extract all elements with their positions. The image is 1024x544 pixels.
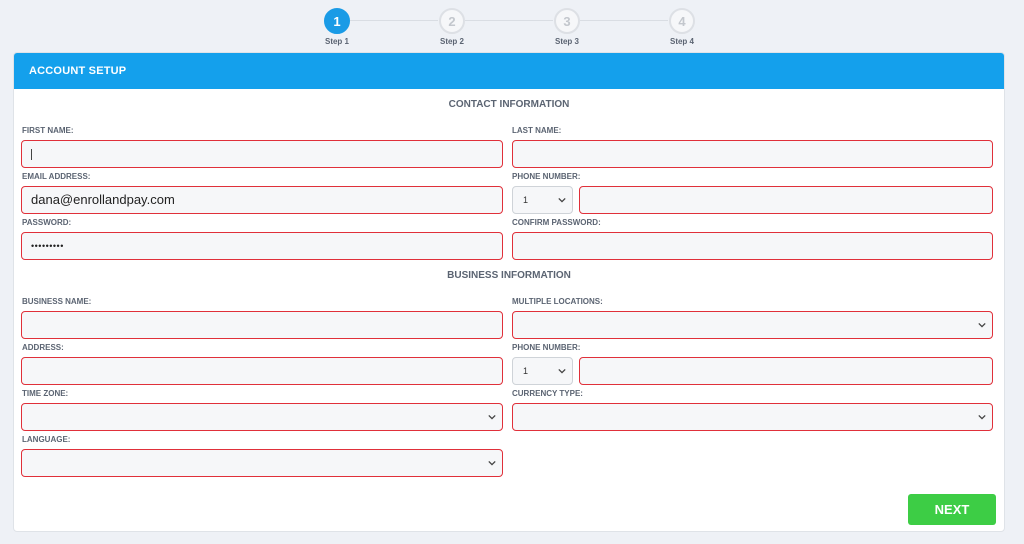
- phone-input[interactable]: [579, 186, 993, 214]
- step-2[interactable]: [422, 8, 482, 46]
- last-name-input[interactable]: [512, 140, 993, 168]
- first-name-input[interactable]: [21, 140, 503, 168]
- step-4[interactable]: [652, 8, 712, 46]
- address-input[interactable]: [21, 357, 503, 385]
- business-section-title: BUSINESS INFORMATION: [447, 270, 571, 281]
- email-value: dana@enrollandpay.com: [31, 192, 175, 207]
- step-number: 2: [439, 8, 465, 34]
- currency-type-label: CURRENCY TYPE:: [512, 389, 583, 398]
- language-label: LANGUAGE:: [22, 435, 71, 444]
- chevron-down-icon: [978, 413, 986, 421]
- time-zone-label: TIME ZONE:: [22, 389, 69, 398]
- country-code-value: 1: [523, 195, 529, 205]
- business-country-code-select[interactable]: [512, 357, 573, 385]
- contact-section-title: CONTACT INFORMATION: [448, 99, 570, 110]
- password-value: •••••••••: [31, 241, 64, 251]
- step-1[interactable]: [307, 8, 367, 46]
- email-input[interactable]: [21, 186, 503, 214]
- step-label: Step 4: [669, 37, 694, 46]
- currency-type-select[interactable]: [512, 403, 993, 431]
- chevron-down-icon: [488, 413, 496, 421]
- step-3[interactable]: [537, 8, 597, 46]
- progress-stepper: [0, 0, 1024, 52]
- confirm-password-input[interactable]: [512, 232, 993, 260]
- first-name-label: FIRST NAME:: [22, 126, 74, 135]
- multiple-locations-label: MULTIPLE LOCATIONS:: [512, 297, 603, 306]
- step-number: 3: [554, 8, 580, 34]
- address-label: ADDRESS:: [22, 343, 64, 352]
- business-phone-label: PHONE NUMBER:: [512, 343, 581, 352]
- country-code-select[interactable]: [512, 186, 573, 214]
- step-label: Step 2: [439, 37, 464, 46]
- business-phone-input[interactable]: [579, 357, 993, 385]
- step-label: Step 1: [324, 37, 349, 46]
- last-name-label: LAST NAME:: [512, 126, 562, 135]
- step-label: Step 3: [554, 37, 579, 46]
- business-country-code-value: 1: [523, 366, 529, 376]
- chevron-down-icon: [978, 321, 986, 329]
- card-title: ACCOUNT SETUP: [14, 53, 1004, 89]
- chevron-down-icon: [558, 196, 566, 204]
- text-caret: [31, 149, 32, 160]
- business-name-label: BUSINESS NAME:: [22, 297, 92, 306]
- multiple-locations-select[interactable]: [512, 311, 993, 339]
- chevron-down-icon: [558, 367, 566, 375]
- business-name-input[interactable]: [21, 311, 503, 339]
- language-select[interactable]: [21, 449, 503, 477]
- step-number: 1: [324, 8, 350, 34]
- email-label: EMAIL ADDRESS:: [22, 172, 91, 181]
- password-input[interactable]: [21, 232, 503, 260]
- time-zone-select[interactable]: [21, 403, 503, 431]
- phone-label: PHONE NUMBER:: [512, 172, 581, 181]
- account-setup-card: [13, 52, 1005, 532]
- chevron-down-icon: [488, 459, 496, 467]
- confirm-password-label: CONFIRM PASSWORD:: [512, 218, 601, 227]
- next-button[interactable]: NEXT: [908, 494, 996, 525]
- password-label: PASSWORD:: [22, 218, 72, 227]
- step-number: 4: [669, 8, 695, 34]
